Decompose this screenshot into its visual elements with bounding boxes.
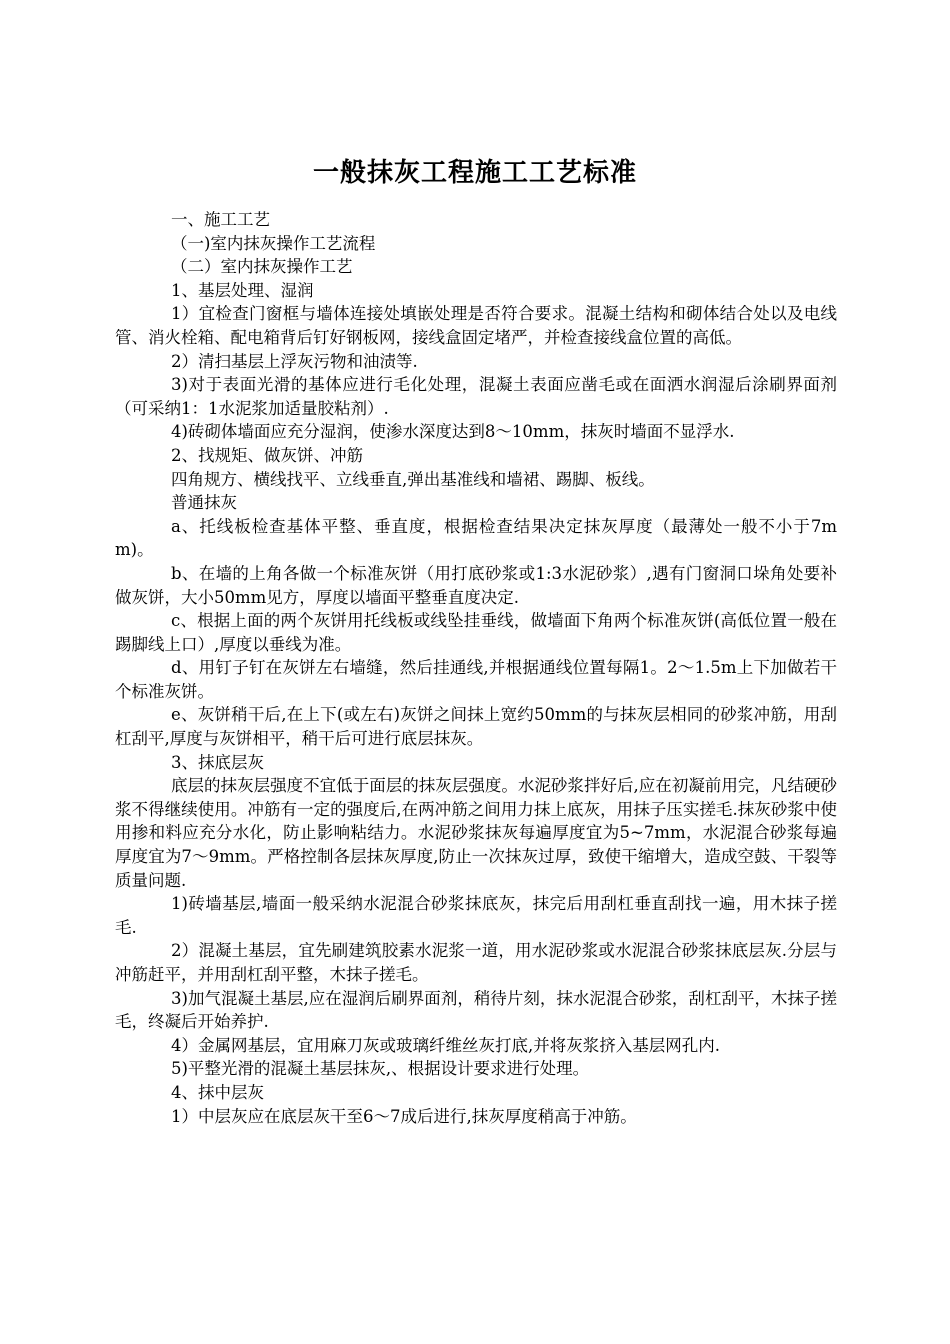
paragraph: 1）中层灰应在底层灰干至6～7成后进行,抹灰厚度稍高于冲筋。 xyxy=(171,1106,637,1126)
paragraph: 2）清扫基层上浮灰污物和油渍等. xyxy=(171,351,418,371)
paragraph: a、托线板检查基体平整、垂直度，根据检查结果决定抹灰厚度（最薄处一般不小于7mm)。 xyxy=(115,516,837,560)
subsection-heading: （一)室内抹灰操作工艺流程 xyxy=(171,233,376,253)
paragraph: 四角规方、横线找平、立线垂直,弹出基准线和墙裙、踢脚、板线。 xyxy=(171,469,655,489)
document-title: 一般抹灰工程施工工艺标准 xyxy=(312,158,637,188)
paragraph: 4)砖砌体墙面应充分湿润，使渗水深度达到8～10mm，抹灰时墙面不显浮水. xyxy=(171,422,735,442)
paragraph: 1）宜检查门窗框与墙体连接处填嵌处理是否符合要求。混凝土结构和砌体结合处以及电线管、消火栓箱、配电箱背后钉好钢板网，接线盒固定堵严，并检查接线盒位置的高低。 xyxy=(115,304,837,347)
step-heading: 2、找规矩、做灰饼、冲筋 xyxy=(171,445,363,465)
paragraph: c、根据上面的两个灰饼用托线板或线坠挂垂线，做墙面下角两个标准灰饼(高低位置一般在踢脚线上口）,厚度以垂线为准。 xyxy=(115,611,837,654)
paragraph: 1)砖墙基层,墙面一般采纳水泥混合砂浆抹底灰，抹完后用刮杠垂直刮找一遍，用木抹子搓毛. xyxy=(115,894,837,937)
step-heading: 4、抹中层灰 xyxy=(171,1082,264,1102)
paragraph: 5)平整光滑的混凝土基层抹灰,、根据设计要求进行处理。 xyxy=(171,1059,590,1079)
paragraph: 4）金属网基层，宜用麻刀灰或玻璃纤维丝灰打底,并将灰浆挤入基层网孔内. xyxy=(171,1035,720,1055)
paragraph: 2）混凝土基层，宜先刷建筑胶素水泥浆一道，用水泥砂浆或水泥混合砂浆抹底层灰.分层与冲筋赶平，并用刮杠刮平整，木抹子搓毛。 xyxy=(115,941,837,984)
paragraph: 3)对于表面光滑的基体应进行毛化处理，混凝土表面应凿毛或在面洒水润湿后涂刷界面剂（可采纳1：1水泥浆加适量胶粘剂）. xyxy=(115,375,837,418)
paragraph: 3)加气混凝土基层,应在湿润后刷界面剂，稍待片刻，抹水泥混合砂浆，刮杠刮平，木抹子搓毛，终凝后开始养护. xyxy=(115,988,837,1032)
subsection-heading: （二）室内抹灰操作工艺 xyxy=(171,257,353,277)
paragraph: b、在墙的上角各做一个标准灰饼（用打底砂浆或1:3水泥砂浆）,遇有门窗洞口垛角处要补做灰饼，大小50mm见方，厚度以墙面平整垂直度决定. xyxy=(115,563,837,607)
section-heading: 一、施工工艺 xyxy=(171,210,270,229)
paragraph: 底层的抹灰层强度不宜低于面层的抹灰层强度。水泥砂浆拌好后,应在初凝前用完，凡结硬砂浆不得继续使用。冲筋有一定的强度后,在两冲筋之间用力抹上底灰，用抹子压实搓毛.抹灰砂浆中使用掺和料应充分水化，防止影响粘结力。水泥砂浆抹灰每遍厚度宜为5~7mm，水泥混合砂浆每遍厚度宜为7～9mm。严格控制各层抹灰厚度,防止一次抹灰过厚，致使干缩增大，造成空鼓、干裂等质量问题. xyxy=(115,776,837,890)
paragraph: 普通抹灰 xyxy=(171,493,237,513)
step-heading: 3、抹底层灰 xyxy=(171,752,264,772)
document-body xyxy=(115,208,837,1128)
paragraph: e、灰饼稍干后,在上下(或左右)灰饼之间抹上宽约50mm的与抹灰层相同的砂浆冲筋，用刮杠刮平,厚度与灰饼相平，稍干后可进行底层抹灰。 xyxy=(115,705,837,749)
paragraph: d、用钉子钉在灰饼左右墙缝，然后挂通线,并根据通线位置每隔1。2～1.5m上下加做若干个标准灰饼。 xyxy=(115,658,837,701)
step-heading: 1、基层处理、湿润 xyxy=(171,280,314,300)
